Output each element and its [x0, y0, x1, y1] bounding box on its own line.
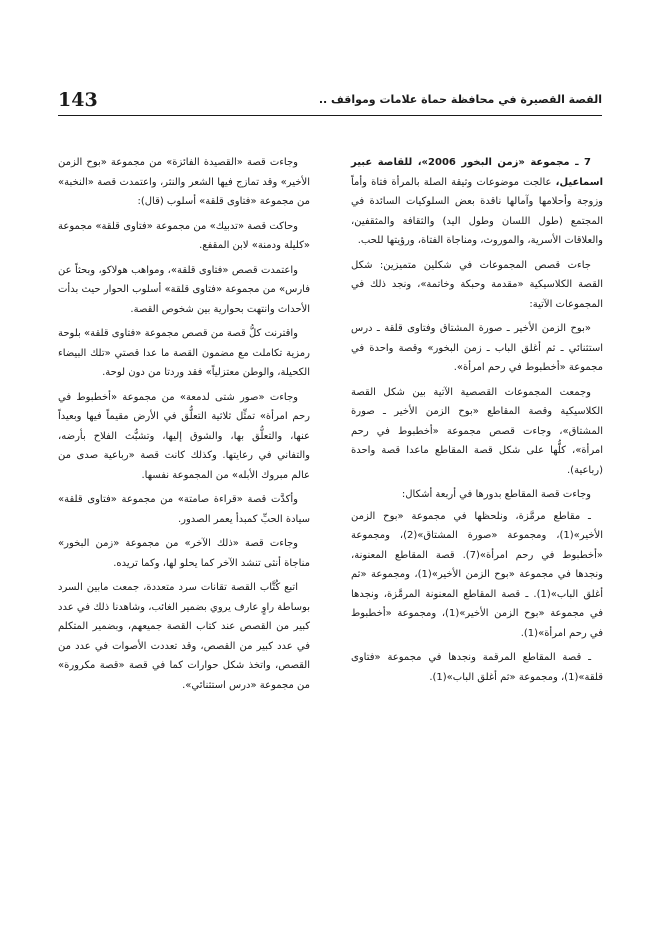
paragraph	[351, 648, 603, 687]
left-column	[58, 153, 310, 700]
paragraph: وجاءت قصة «ذلك الآخر» من مجموعة «زمن البخور» مناجاة أنثى تنشد الآخر كما يحلو لها، وكما تريده.	[58, 538, 310, 569]
paragraph-text: جاءت قصص المجموعات في شكلين متميزين: شكل القصة الكلاسيكية «مقدمة وحبكة وخاتمة»، ونجد ذلك في المجموعات الآتية:	[351, 259, 603, 310]
paragraph	[351, 319, 603, 378]
paragraph	[351, 383, 603, 481]
paragraph	[351, 485, 603, 505]
right-column	[351, 153, 603, 692]
paragraph: واقترنت كلُّ قصة من قصص مجموعة «فتاوى قلقة» بلوحة رمزية تكاملت مع مضمون القصة ما عدا قصتي «تلك البيضاء الكحيلة، والوطن معتزلياً» فقد وردتا من دون لوحة.	[58, 328, 310, 378]
paragraph: واعتمدت قصص «فتاوى قلقة»، ومواهب هولاكو، وبحثاً عن فارس» من مجموعة «فتاوى قلقة» أسلوب الحوار حيث بدأت الأحداث وانتهت بحوارية بين شخوص القصة.	[58, 264, 310, 315]
paragraph: وأكدَّت قصة «قراءة صامتة» من مجموعة «فتاوى قلقة» سيادة الحبِّ كمبدأ يعمر الصدور.	[58, 494, 310, 525]
running-title: القصة القصيرة في محافظة حماة علامات ومواقف ..	[318, 93, 602, 106]
paragraph-lead: 7 ـ مجموعة «زمن البخور 2006»، للقاصة عبير اسماعيل،	[351, 157, 603, 188]
paragraph-text: وجاءت قصة المقاطع بدورها في أربعة أشكال:	[401, 489, 591, 500]
page-header	[58, 88, 602, 118]
paragraph-text: عالجت موضوعات وثيقة الصلة بالمرأة فتاة وأماً وزوجة وأحلامها وآمالها ناقدة بعض السلوكيات السائدة في المجتمع (طول اللسان وطول اليد) والثقافة والمثقفين، والعلاقات الأسرية، والموروث، ومناجاة الفتاة، ورؤيتها للحب.	[351, 176, 603, 246]
paragraph: وحاكت قصة «تدبيك» من مجموعة «فتاوى قلقة» مجموعة «كليلة ودمنة» لابن المقفع.	[58, 220, 310, 251]
paragraph	[351, 153, 603, 251]
header-divider	[58, 115, 602, 116]
paragraph: وجاءت قصة «القصيدة الفائزة» من مجموعة «بوح الزمن الأخير» وقد تمازج فيها الشعر والنثر، واعتمدت قصة «النخبة» من مجموعة «فتاوى قلقة» أسلوب (قال):	[58, 157, 310, 207]
paragraph-text: ـ مقاطع مرمَّزة، ونلحظها في مجموعة «بوح الزمن الأخير»(1)، ومجموعة «صورة المشتاق»(2)، ومجموعة «أخطبوط في رحم امرأة»(7). قصة المقاطع المعنونة، ونجدها في مجموعة «بوح الزمن الأخير»(1)، ومجموعة «ثم أغلق الباب»(1). ـ قصة المقاطع المعنونة المرمَّزة، ونجدها في مجموعة «بوح الزمن الأخير»(1)، ومجموعة «أخطبوط في رحم امرأة»(1).	[351, 510, 603, 639]
paragraph-text: ـ قصة المقاطع المرقمة ونجدها في مجموعة «فتاوى قلقة»(1)، ومجموعة «ثم أغلق الباب»(1).	[351, 652, 603, 683]
paragraph-text: وجمعت المجموعات القصصية الآتية بين شكل القصة الكلاسيكية وقصة المقاطع «بوح الزمن الأخير ـ صورة المشتاق»، وجاءت قصص مجموعة «أخطبوط في رحم امرأة»، كلُّها على شكل قصة المقاطع ماعدا قصة واحدة (رباعية).	[351, 386, 603, 476]
paragraph	[351, 256, 603, 315]
paragraph: وجاءت «صور شتى لدمعة» من مجموعة «أخطبوط في رحم امرأة» تمثِّل ثلاثية التعلُّق في الأرض مقيماً فيها وبعيداً عنها، والتعلُّق بها، والشوق إليها، وتشبُّث الفلاح بأرضه، والتفاني في رعايتها. وكذلك كانت قصة «رباعية صدى من عالم مبروك الأبله» من المجموعة نفسها.	[58, 391, 310, 481]
paragraph: اتبع كُتَّاب القصة تقانات سرد متعددة، جمعت مابين السرد بوساطة راوٍ عارف يروي بضمير الغائب، وشاهدنا ذلك في عدد كبير من القصص عند كتاب القصة جميعهم، وبضمير المتكلم في عدد كبير من القصص، وقد تعددت الأصوات في عدد من القصص، واتخذ شكل حوارات كما في قصة «قصة مكرورة» من مجموعة «درس استثنائي».	[58, 582, 310, 691]
paragraph	[351, 507, 603, 644]
paragraph-text: «بوح الزمن الأخير ـ صورة المشتاق وفتاوى قلقة ـ درس استثنائي ـ ثم أغلق الباب ـ زمن البخور» وقصة واحدة في مجموعة «أخطبوط في رحم امرأة».	[351, 323, 603, 373]
page-number: 143	[58, 89, 98, 111]
